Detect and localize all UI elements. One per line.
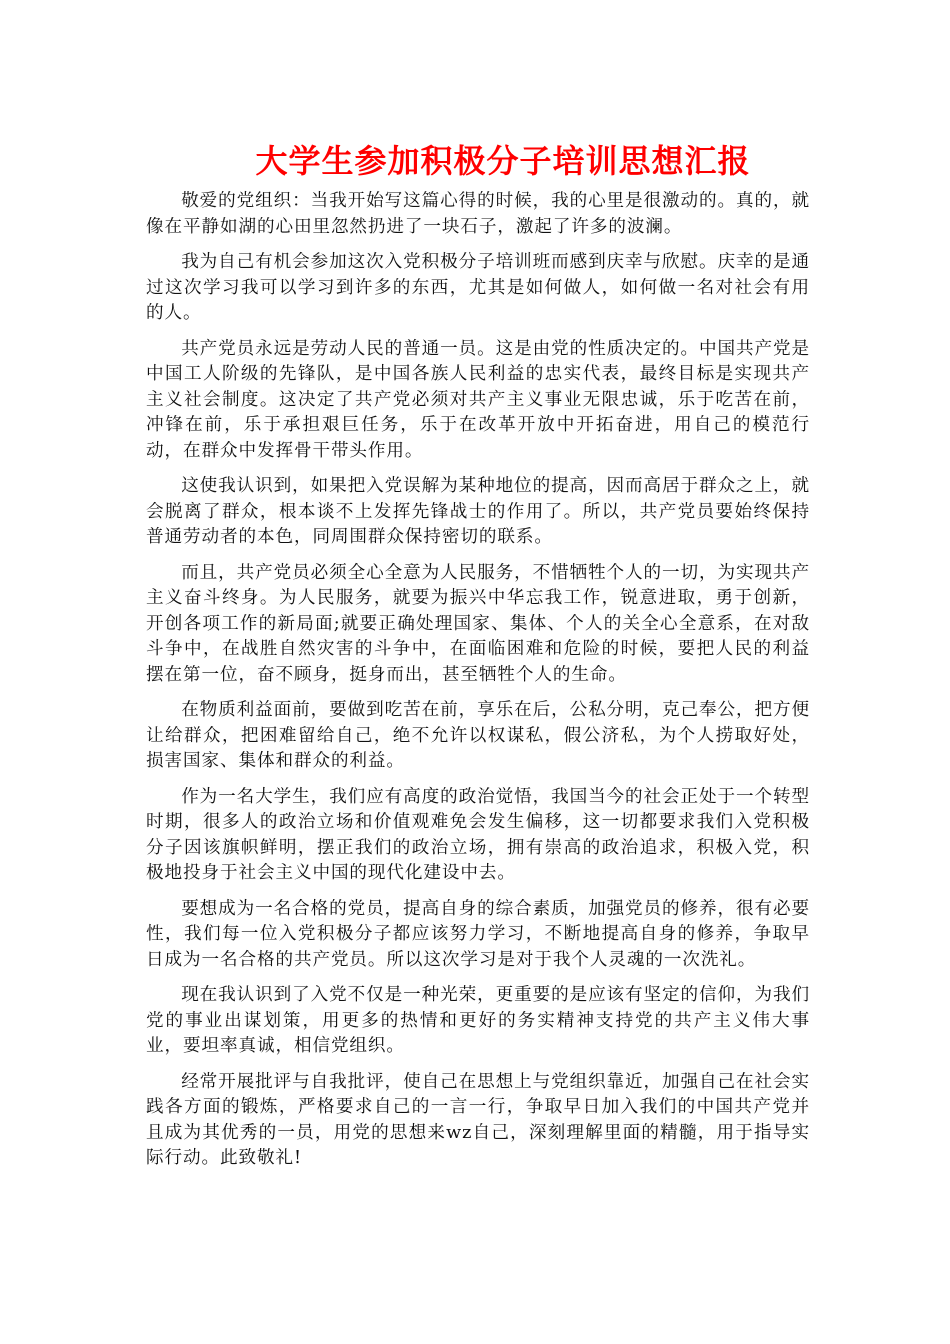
paragraph: 作为一名大学生，我们应有高度的政治觉悟，我国当今的社会正处于一个转型时期，很多人的政治立场和价值观难免会发生偏移，这一切都要求我们入党积极分子因该旗帜鲜明，摆正我们的政治立场，拥有崇高的政治追求，积极入党，积极地投身于社会主义中国的现代化建设中去。 bbox=[146, 786, 810, 883]
paragraph: 这使我认识到，如果把入党误解为某种地位的提高，因而高居于群众之上，就会脱离了群众，根本谈不上发挥先锋战士的作用了。所以，共产党员要始终保持普通劳动者的本色，同周围群众保持密切的联系。 bbox=[146, 476, 810, 547]
paragraph: 在物质利益面前，要做到吃苦在前，享乐在后，公私分明，克己奉公，把方便让给群众，把困难留给自己，绝不允许以权谋私，假公济私，为个人捞取好处，损害国家、集体和群众的利益。 bbox=[146, 700, 810, 771]
document-body bbox=[146, 189, 810, 1182]
document-title: 大学生参加积极分子培训思想汇报 bbox=[255, 142, 751, 180]
paragraph: 敬爱的党组织：当我开始写这篇心得的时候，我的心里是很激动的。真的，就像在平静如湖的心田里忽然扔进了一块石子，激起了许多的波澜。 bbox=[146, 191, 810, 237]
paragraph: 我为自己有机会参加这次入党积极分子培训班而感到庆幸与欣慰。庆幸的是通过这次学习我可以学习到许多的东西，尤其是如何做人，如何做一名对社会有用的人。 bbox=[146, 252, 810, 323]
paragraph: 而且，共产党员必须全心全意为人民服务，不惜牺牲个人的一切，为实现共产主义奋斗终身。为人民服务，就要为振兴中华忘我工作，锐意进取，勇于创新，开创各项工作的新局面;就要正确处理国家、集体、个人的关全心全意系，在对敌斗争中，在战胜自然灾害的斗争中，在面临困难和危险的时候，要把人民的利益摆在第一位，奋不顾身，挺身而出，甚至牺牲个人的生命。 bbox=[146, 562, 810, 685]
paragraph: 现在我认识到了入党不仅是一种光荣，更重要的是应该有坚定的信仰，为我们党的事业出谋划策，用更多的热情和更好的务实精神支持党的共产主义伟大事业，要坦率真诚，相信党组织。 bbox=[146, 985, 810, 1056]
paragraph: 要想成为一名合格的党员，提高自身的综合素质，加强党员的修养，很有必要性，我们每一位入党积极分子都应该努力学习，不断地提高自身的修养，争取早日成为一名合格的共产党员。所以这次学习是对于我个人灵魂的一次洗礼。 bbox=[146, 898, 810, 970]
paragraph: 共产党员永远是劳动人民的普通一员。这是由党的性质决定的。中国共产党是中国工人阶级的先锋队，是中国各族人民利益的忠实代表，最终目标是实现共产主义社会制度。这决定了共产党必须对共产主义事业无限忠诚，乐于吃苦在前，冲锋在前，乐于承担艰巨任务，乐于在改革开放中开拓奋进，用自己的模范行动，在群众中发挥骨干带头作用。 bbox=[146, 338, 810, 461]
paragraph: 经常开展批评与自我批评，使自己在思想上与党组织靠近，加强自己在社会实践各方面的锻炼，严格要求自己的一言一行，争取早日加入我们的中国共产党并且成为其优秀的一员，用党的思想来wz自己，深刻理解里面的精髓，用于指导实际行动。此致敬礼! bbox=[146, 1071, 810, 1168]
